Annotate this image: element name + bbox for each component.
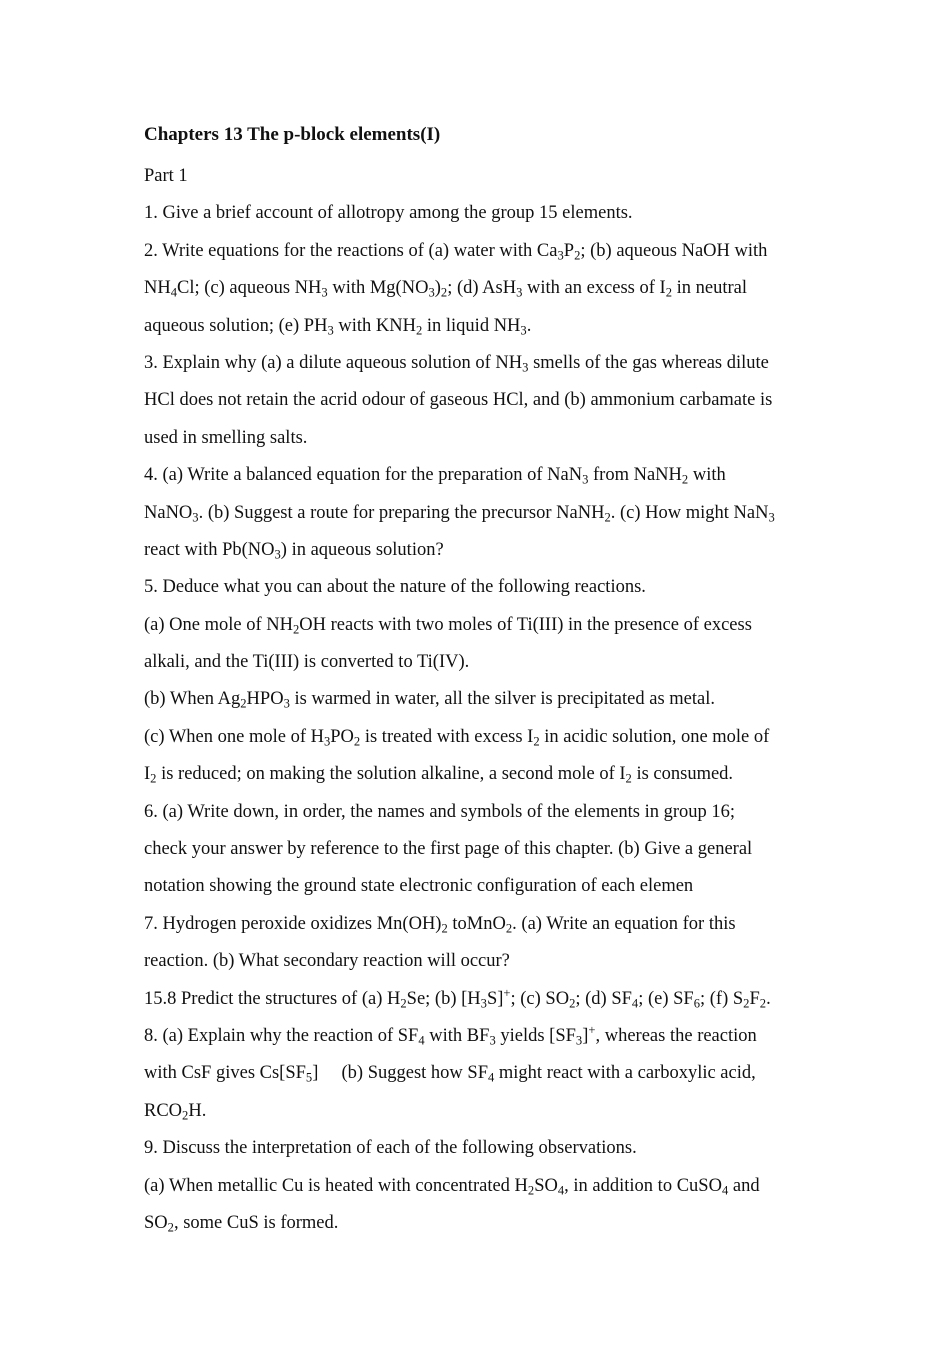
subscript: 2	[574, 248, 581, 263]
subscript: 2	[240, 696, 247, 711]
subscript: 2	[533, 734, 540, 749]
text-line-q6-line3: notation showing the ground state electronic configuration of each elemen	[144, 876, 694, 897]
subscript: 3	[522, 360, 529, 375]
text-line-q15-8: 15.8 Predict the structures of (a) $H_2Se$; (b) $[H_3S]^+$; (c) $SO_2$; (d) $SF_4$; (e) $SF_6$; (f) $S_2F_2$.	[144, 985, 771, 1011]
subscript: 2	[665, 285, 673, 300]
chapter-title: Chapters 13 The p-block elements(I)	[144, 124, 441, 145]
document-body	[144, 121, 824, 1242]
text-line-q5b: (b) When $Ag_2HPO_3$ is warmed in water, all the silver is precipitated as metal.	[144, 689, 715, 711]
subscript: 2	[604, 510, 611, 525]
subscript: 2	[150, 771, 157, 786]
text-line-q7-line1: 7. Hydrogen peroxide oxidizes $Mn(OH)_2$ toMnO$_2$. (a) Write an equation for this	[144, 913, 736, 936]
subscript: 2	[505, 921, 513, 936]
text-line-q8-line1: 8. (a) Explain why the reaction of $SF_4$ with $BF_3$ yields $[SF_3]^+$, whereas the reaction	[144, 1023, 757, 1048]
subscript: 2	[415, 323, 423, 338]
text-line-q3-line2: HCl does not retain the acrid odour of gaseous HCl, and (b) ammonium carbamate is	[144, 390, 773, 411]
subscript: 4	[170, 285, 178, 300]
subscript: 2	[681, 472, 689, 487]
text-line-q3-line3: used in smelling salts.	[144, 427, 308, 448]
text-line-q6-line1: 6. (a) Write down, in order, the names and symbols of the elements in group 16;	[144, 801, 736, 822]
subscript: 3	[321, 285, 328, 300]
text-line-q9: 9. Discuss the interpretation of each of the following observations.	[144, 1138, 637, 1159]
text-line-q5a-line1: (a) One mole of $NH_2OH$ reacts with two moles of Ti(III) in the presence of excess	[144, 614, 752, 637]
subscript: 3	[327, 323, 334, 338]
text-line-q4-line3: react with $Pb(NO_3)$ in aqueous solution?	[144, 539, 444, 562]
subscript: 3	[274, 547, 281, 562]
text-line-q3-line1: 3. Explain why (a) a dilute aqueous solution of $NH_3$ smells of the gas whereas dilute	[144, 352, 769, 375]
subscript: 5	[305, 1070, 313, 1085]
subscript: 2	[625, 771, 632, 786]
superscript: +	[588, 1023, 596, 1038]
subscript: 4	[631, 996, 639, 1011]
text-line-q2-line3: aqueous solution; (e) $PH_3$ with $KNH_2$ in liquid $NH_3$.	[144, 315, 532, 338]
subscript: 2	[569, 996, 576, 1011]
subscript: 2	[167, 1220, 174, 1235]
subscript: 2	[759, 996, 767, 1011]
text-line-q5: 5. Deduce what you can about the nature of the following reactions.	[144, 577, 646, 598]
superscript: +	[503, 985, 511, 1000]
text-line-q6-line2: check your answer by reference to the first page of this chapter. (b) Give a general	[144, 839, 753, 860]
subscript: 3	[480, 996, 487, 1011]
text-line-q5c-line1: (c) When one mole of $H_3PO_2$ is treated with excess $I_2$ in acidic solution, one mole of	[144, 726, 770, 749]
text-line-q2-line2: $NH_4Cl$; (c) aqueous $NH_3$ with $Mg(NO_3)_2$; (d) AsH$_3$ with an excess of $I_2$ in neutral	[144, 278, 748, 300]
text-line-q1: 1. Give a brief account of allotropy among the group 15 elements.	[144, 203, 633, 224]
subscript: 2	[440, 285, 448, 300]
subscript: 2	[182, 1108, 189, 1123]
subscript: 2	[743, 996, 750, 1011]
subscript: 3	[283, 696, 290, 711]
subscript: 3	[575, 1033, 583, 1048]
text-line-q5c-line2: $I_2$ is reduced; on making the solution alkaline, a second mole of $I_2$ is consumed.	[144, 764, 734, 786]
subscript: 3	[323, 734, 331, 749]
question-list	[144, 158, 824, 1242]
subscript: 2	[400, 996, 407, 1011]
subscript: 4	[418, 1033, 425, 1048]
text-line-part-heading: Part 1	[144, 166, 188, 186]
text-line-q4-line1: 4. (a) Write a balanced equation for the preparation of NaN$_3$ from NaNH$_2$ with	[144, 465, 726, 487]
subscript: 3	[428, 285, 435, 300]
text-line-q4-line2: NaNO$_3$. (b) Suggest a route for preparing the precursor NaNH$_2$. (c) How might NaN$_3$	[144, 502, 775, 525]
subscript: 2	[353, 734, 361, 749]
subscript: 6	[693, 996, 700, 1011]
text-line-q8-line2: with CsF gives $Cs[SF_5]$ (b) Suggest how $SF_4$ might react with a carboxylic acid,	[144, 1063, 756, 1085]
subscript: 3	[489, 1033, 496, 1048]
text-line-q9a-line1: (a) When metallic Cu is heated with concentrated $H_2SO_4$, in addition to CuSO$_4$ and	[144, 1175, 760, 1198]
subscript: 4	[487, 1070, 495, 1085]
text-line-q2-line1: 2. Write equations for the reactions of (a) water with $Ca_3P_2$; (b) aqueous NaOH with	[144, 240, 768, 263]
subscript: 2	[527, 1183, 535, 1198]
text-line-q9a-line2: $SO_2$, some CuS is formed.	[144, 1212, 339, 1235]
subscript: 3	[516, 285, 523, 300]
subscript: 3	[520, 323, 527, 338]
subscript: 3	[582, 472, 589, 487]
subscript: 2	[292, 622, 300, 637]
subscript: 4	[557, 1183, 565, 1198]
subscript: 4	[721, 1183, 729, 1198]
subscript: 2	[441, 921, 448, 936]
subscript: 3	[192, 510, 199, 525]
text-line-q5a-line2: alkali, and the Ti(III) is converted to Ti(IV).	[144, 652, 470, 673]
subscript: 3	[557, 248, 564, 263]
text-line-q8-line3: $RCO_2H$.	[144, 1100, 207, 1123]
subscript: 3	[768, 510, 775, 525]
text-line-q7-line2: reaction. (b) What secondary reaction will occur?	[144, 951, 510, 972]
